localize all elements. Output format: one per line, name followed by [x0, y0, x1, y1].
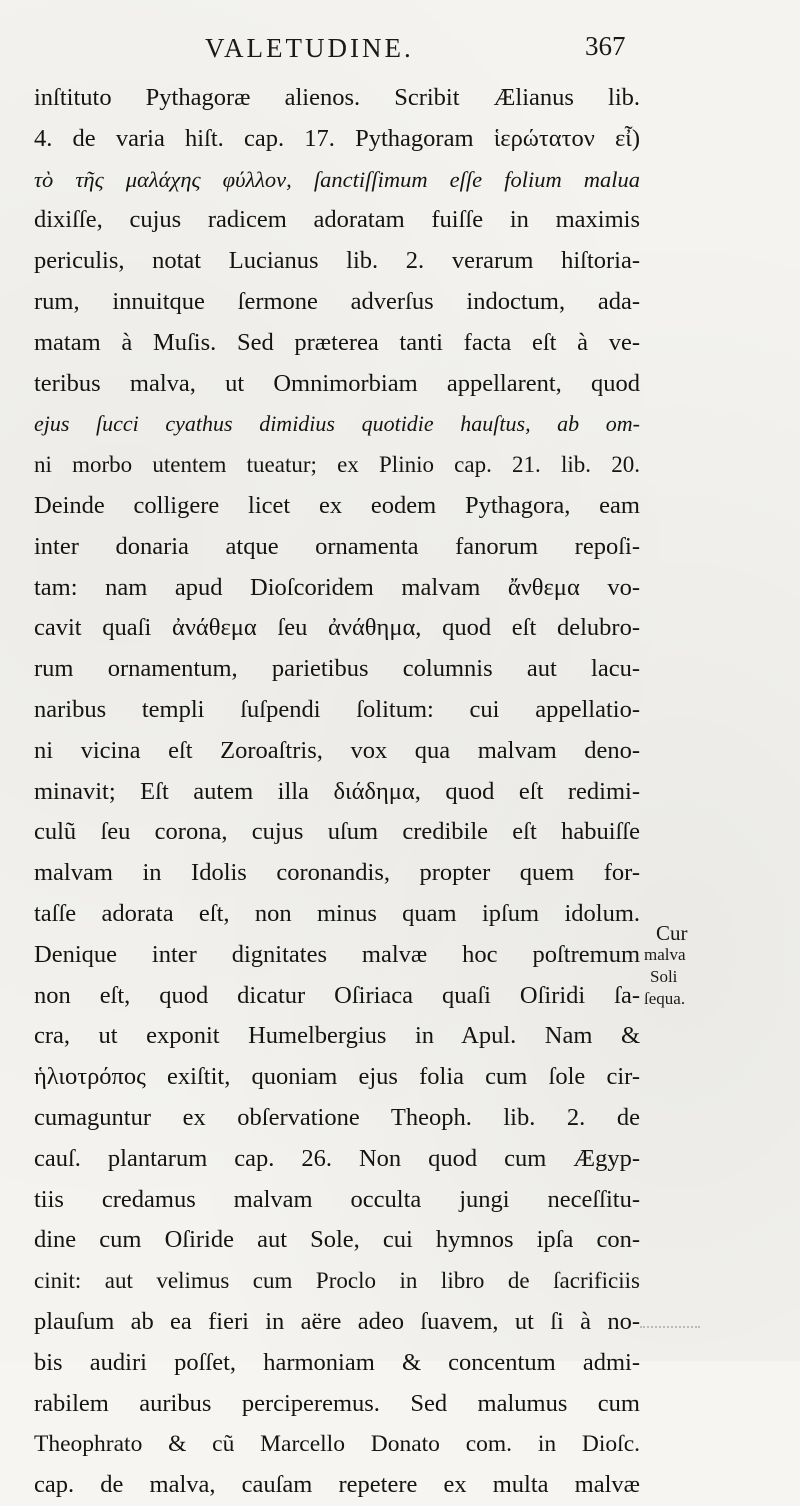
- text-line-1: inſtituto Pythagoræ alienos. Scribit Ælianus lib.: [34, 84, 640, 111]
- margin-note-line-2: malva: [644, 945, 686, 964]
- running-head: VALETUDINE.: [205, 33, 414, 63]
- text-line-22: Denique inter dignitates malvæ hoc poſtremum: [34, 940, 640, 968]
- text-line-14: cavit quaſi ἀνάθεμα ſeu ἀνάθημα, quod eſt delubro-: [34, 614, 640, 642]
- text-line-16: naribus templi ſuſpendi ſolitum: cui appellatio-: [34, 695, 640, 723]
- text-line-26: cumaguntur ex obſervatione Theoph. lib. 2. de: [34, 1103, 640, 1131]
- text-line-4: dixiſſe, cujus radicem adoratam fuiſſe in maximis: [34, 206, 640, 234]
- margin-note-line-4: ſequa.: [644, 989, 686, 1008]
- text-line-29: dine cum Oſiride aut Sole, cui hymnos ipſa con-: [34, 1226, 640, 1254]
- text-line-7: matam à Muſis. Sed præterea tanti facta eſt à ve-: [34, 328, 640, 356]
- text-line-5: periculis, notat Lucianus lib. 2. verarum hiſtoria-: [34, 247, 640, 275]
- text-line-10: ni morbo utentem tueatur; ex Plinio cap. 21. lib. 20.: [34, 452, 640, 478]
- text-line-12: inter donaria atque ornamenta fanorum repoſi-: [34, 532, 640, 560]
- text-line-2: 4. de varia hiſt. cap. 17. Pythagoram ἱερώτατον εἶ): [34, 124, 640, 152]
- text-line-6: rum, innuitque ſermone adverſus indoctum, ada-: [34, 287, 640, 315]
- text-line-11: Deinde colligere licet ex eodem Pythagora, eam: [34, 491, 640, 519]
- text-line-31: plauſum ab ea fieri in aëre adeo ſuavem, ut ſi à no-: [34, 1307, 640, 1335]
- text-line-21: taſſe adorata eſt, non minus quam ipſum idolum.: [34, 899, 640, 927]
- text-line-34: Theophrato & cũ Marcello Donato com. in Dioſc.: [34, 1431, 640, 1458]
- text-line-8: teribus malva, ut Omnimorbiam appellarent, quod: [34, 369, 640, 397]
- text-line-17: ni vicina eſt Zoroaſtris, vox qua malvam deno-: [34, 736, 640, 764]
- text-line-28: tiis credamus malvam occulta jungi neceſſitu-: [34, 1185, 640, 1213]
- text-line-24: cra, ut exponit Humelbergius in Apul. Nam &: [34, 1022, 640, 1050]
- page-number: 367: [585, 31, 626, 61]
- text-line-18: minavit; Eſt autem illa διάδημα, quod eſt redimi-: [34, 777, 640, 805]
- margin-note-line-3: Soli: [650, 967, 678, 986]
- text-line-15: rum ornamentum, parietibus columnis aut lacu-: [34, 655, 640, 683]
- text-line-9: ejus ſucci cyathus dimidius quotidie hauſtus, ab om-: [34, 411, 640, 437]
- text-line-3: τὸ τῆς μαλάχης φύλλον, ſanctiſſimum eſſe folium malua: [34, 166, 640, 192]
- text-line-32: bis audiri poſſet, harmoniam & concentum admi-: [34, 1348, 640, 1376]
- text-line-20: malvam in Idolis coronandis, propter quem for-: [34, 859, 640, 887]
- text-line-35: cap. de malva, cauſam repetere ex multa malvæ: [34, 1471, 640, 1499]
- text-line-13: tam: nam apud Dioſcoridem malvam ἄνθεμα vo-: [34, 573, 640, 601]
- body-text: [34, 78, 640, 1506]
- text-line-23: non eſt, quod dicatur Oſiriaca quaſi Oſiridi ſa-: [34, 981, 640, 1009]
- text-line-27: cauſ. plantarum cap. 26. Non quod cum Ægyp-: [34, 1144, 640, 1172]
- text-line-19: culũ ſeu corona, cujus uſum credibile eſt habuiſſe: [34, 818, 640, 846]
- margin-note: [644, 922, 724, 1010]
- text-line-25: ἡλιοτρόπος exiſtit, quoniam ejus folia cum ſole cir-: [34, 1063, 640, 1091]
- margin-note-line-1: Cur: [656, 921, 688, 945]
- text-line-33: rabilem auribus perciperemus. Sed malumus cum: [34, 1389, 640, 1417]
- text-line-30: cinit: aut velimus cum Proclo in libro de ſacrificiis: [34, 1268, 640, 1294]
- ink-smudge: [640, 1318, 700, 1328]
